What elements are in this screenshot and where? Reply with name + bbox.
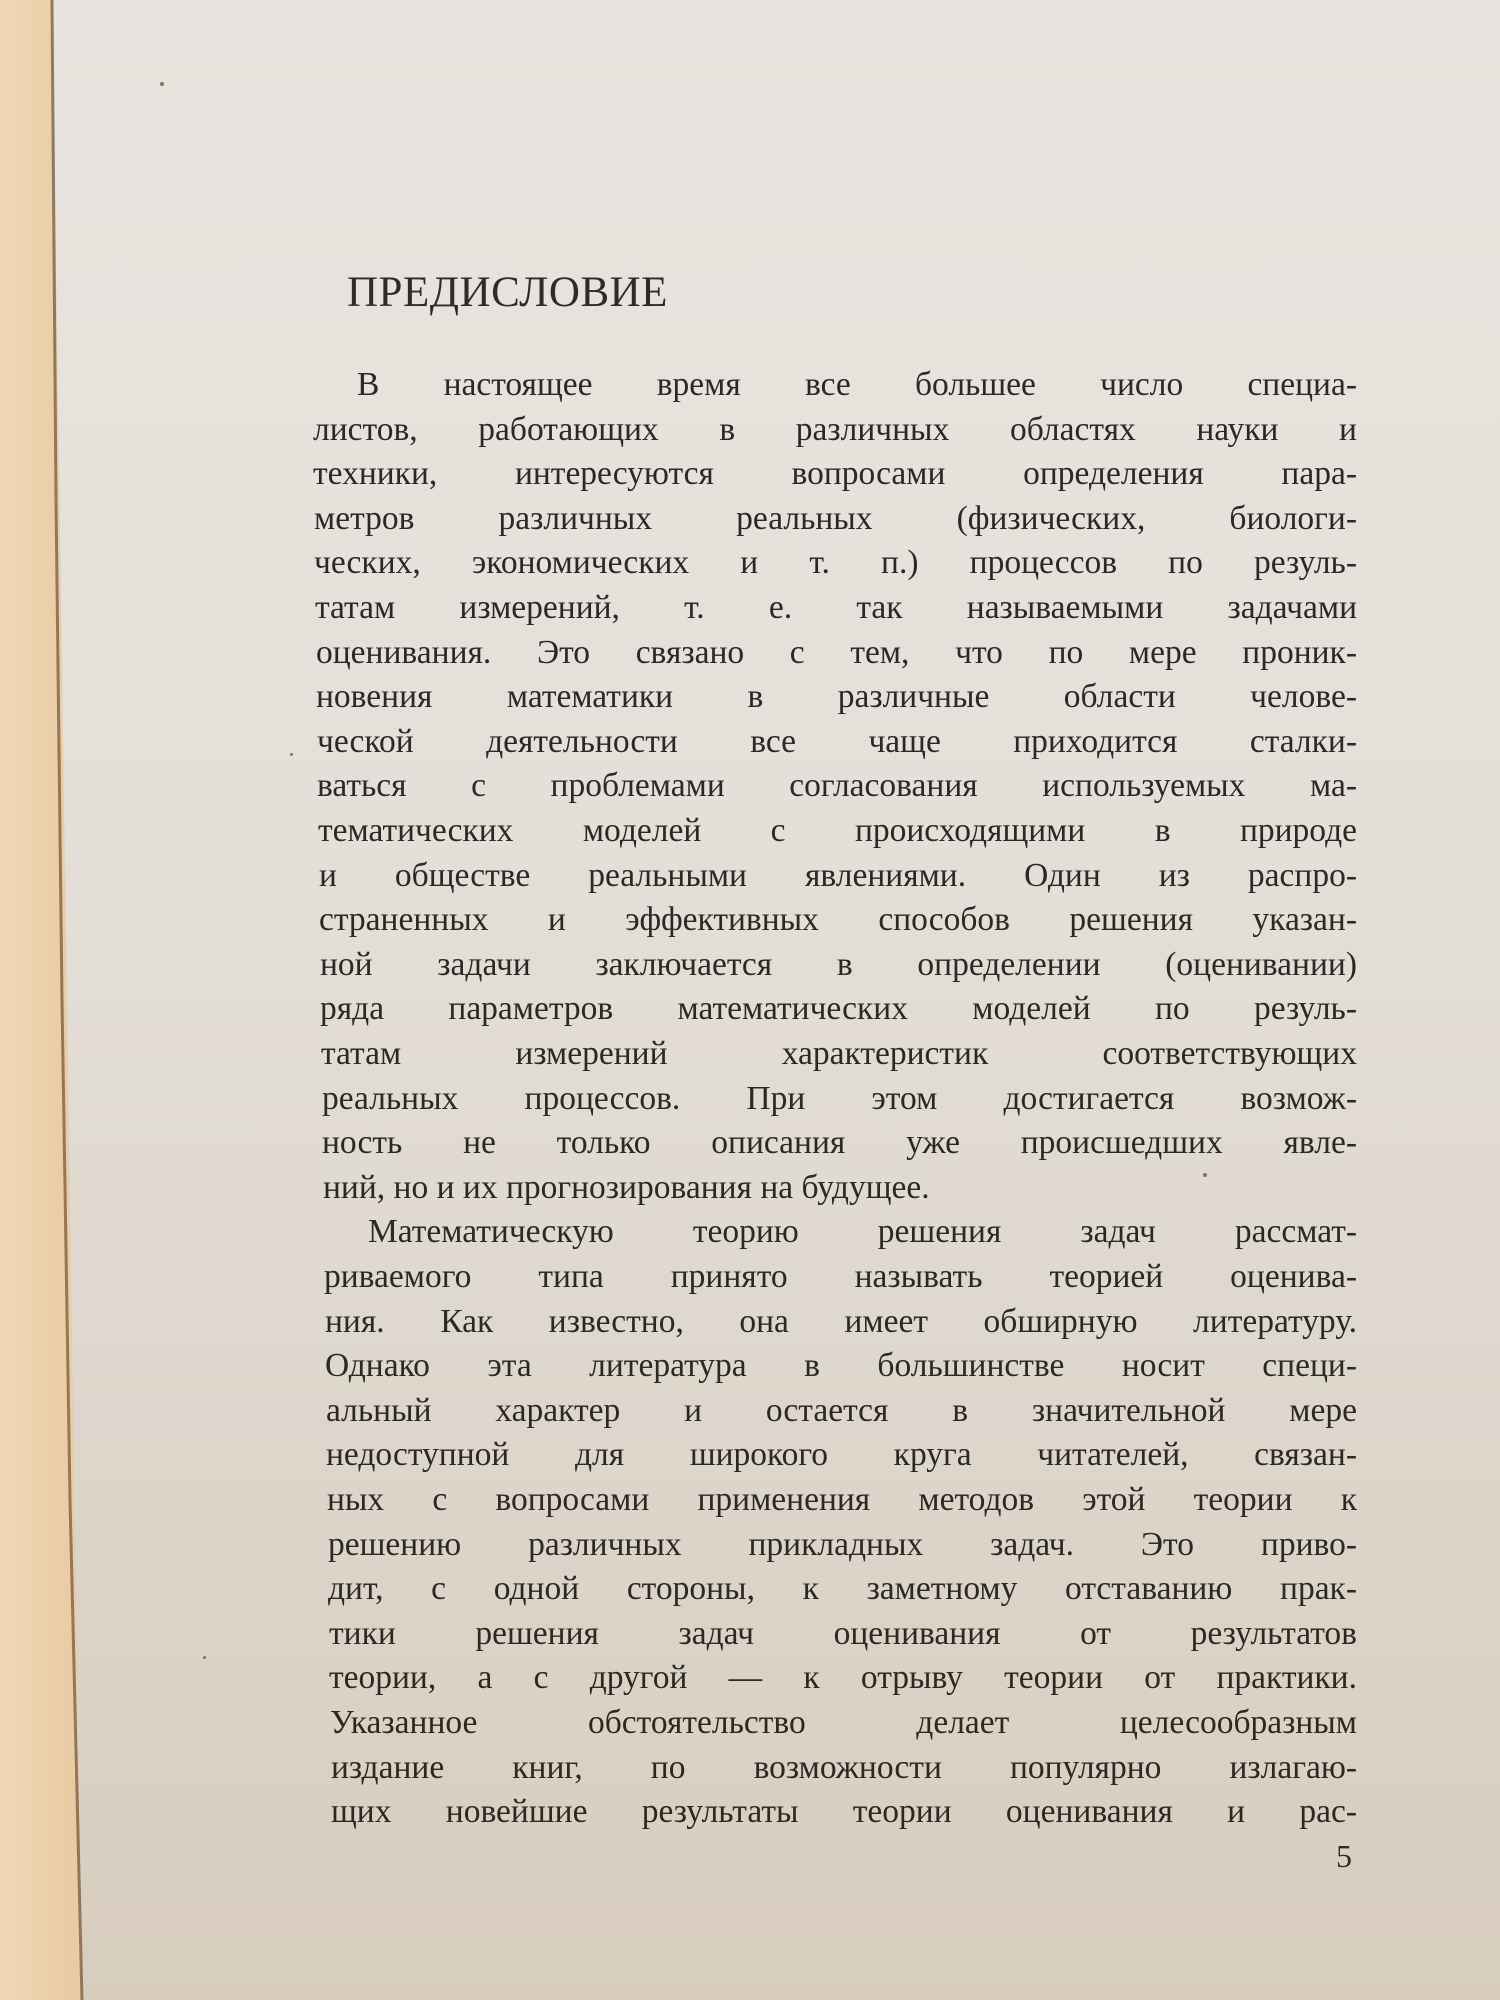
- text-line: листов, работающих в различных областях науки и: [313, 411, 1357, 448]
- paper-speck: [160, 82, 164, 86]
- text-line: Указанное обстоятельство делает целесообразным: [330, 1704, 1357, 1741]
- text-line: ной задачи заключается в определении (оценивании): [320, 946, 1357, 983]
- text-line: В настоящее время все большее число специа-: [357, 366, 1357, 403]
- text-line: ных с вопросами применения методов этой теории к: [327, 1481, 1357, 1518]
- text-line: ваться с проблемами согласования используемых ма-: [317, 767, 1357, 804]
- text-line: ряда параметров математических моделей по резуль-: [320, 990, 1357, 1027]
- text-line: ний, но и их прогнозирования на будущее.: [323, 1169, 930, 1206]
- text-line: теории, а с другой — к отрыву теории от практики.: [329, 1659, 1357, 1696]
- paper-speck: [203, 1656, 206, 1659]
- text-line: недоступной для широкого круга читателей, связан-: [326, 1436, 1357, 1473]
- paper-speck: [1203, 1173, 1207, 1177]
- text-line: и обществе реальными явлениями. Один из распро-: [319, 857, 1357, 894]
- text-line: новения математики в различные области челове-: [316, 678, 1357, 715]
- text-line: ческих, экономических и т. п.) процессов по резуль-: [314, 544, 1357, 581]
- text-line: дит, с одной стороны, к заметному отставанию прак-: [328, 1570, 1357, 1607]
- text-line: страненных и эффективных способов решения указан-: [319, 901, 1357, 938]
- text-line: издание книг, по возможности популярно излагаю-: [331, 1749, 1357, 1786]
- text-line: Однако эта литература в большинстве носит специ-: [325, 1347, 1357, 1384]
- page-number: 5: [1336, 1838, 1352, 1874]
- text-line: оценивания. Это связано с тем, что по мере проник-: [316, 634, 1357, 671]
- text-line: риваемого типа принято называть теорией оценива-: [324, 1258, 1357, 1295]
- text-line: тематических моделей с происходящими в природе: [318, 812, 1357, 849]
- text-line: реальных процессов. При этом достигается возмож-: [322, 1080, 1357, 1117]
- text-line: решению различных прикладных задач. Это приво-: [328, 1526, 1357, 1563]
- text-line: ческой деятельности все чаще приходится сталки-: [317, 723, 1357, 760]
- text-line: альный характер и остается в значительной мере: [326, 1392, 1357, 1429]
- paper-speck: [290, 753, 293, 756]
- text-line: ния. Как известно, она имеет обширную литературу.: [325, 1303, 1357, 1340]
- text-line: техники, интересуются вопросами определения пара-: [313, 455, 1357, 492]
- text-line: щих новейшие результаты теории оценивания и рас-: [331, 1793, 1357, 1830]
- text-line: метров различных реальных (физических, биологи-: [314, 500, 1357, 537]
- text-line: татам измерений характеристик соответствующих: [321, 1035, 1357, 1072]
- chapter-heading: ПРЕДИСЛОВИЕ: [347, 269, 668, 316]
- text-line: ность не только описания уже происшедших явле-: [322, 1124, 1357, 1161]
- text-line: татам измерений, т. е. так называемыми задачами: [315, 589, 1357, 626]
- text-line: Математическую теорию решения задач рассмат-: [368, 1213, 1357, 1250]
- text-line: тики решения задач оценивания от результатов: [329, 1615, 1357, 1652]
